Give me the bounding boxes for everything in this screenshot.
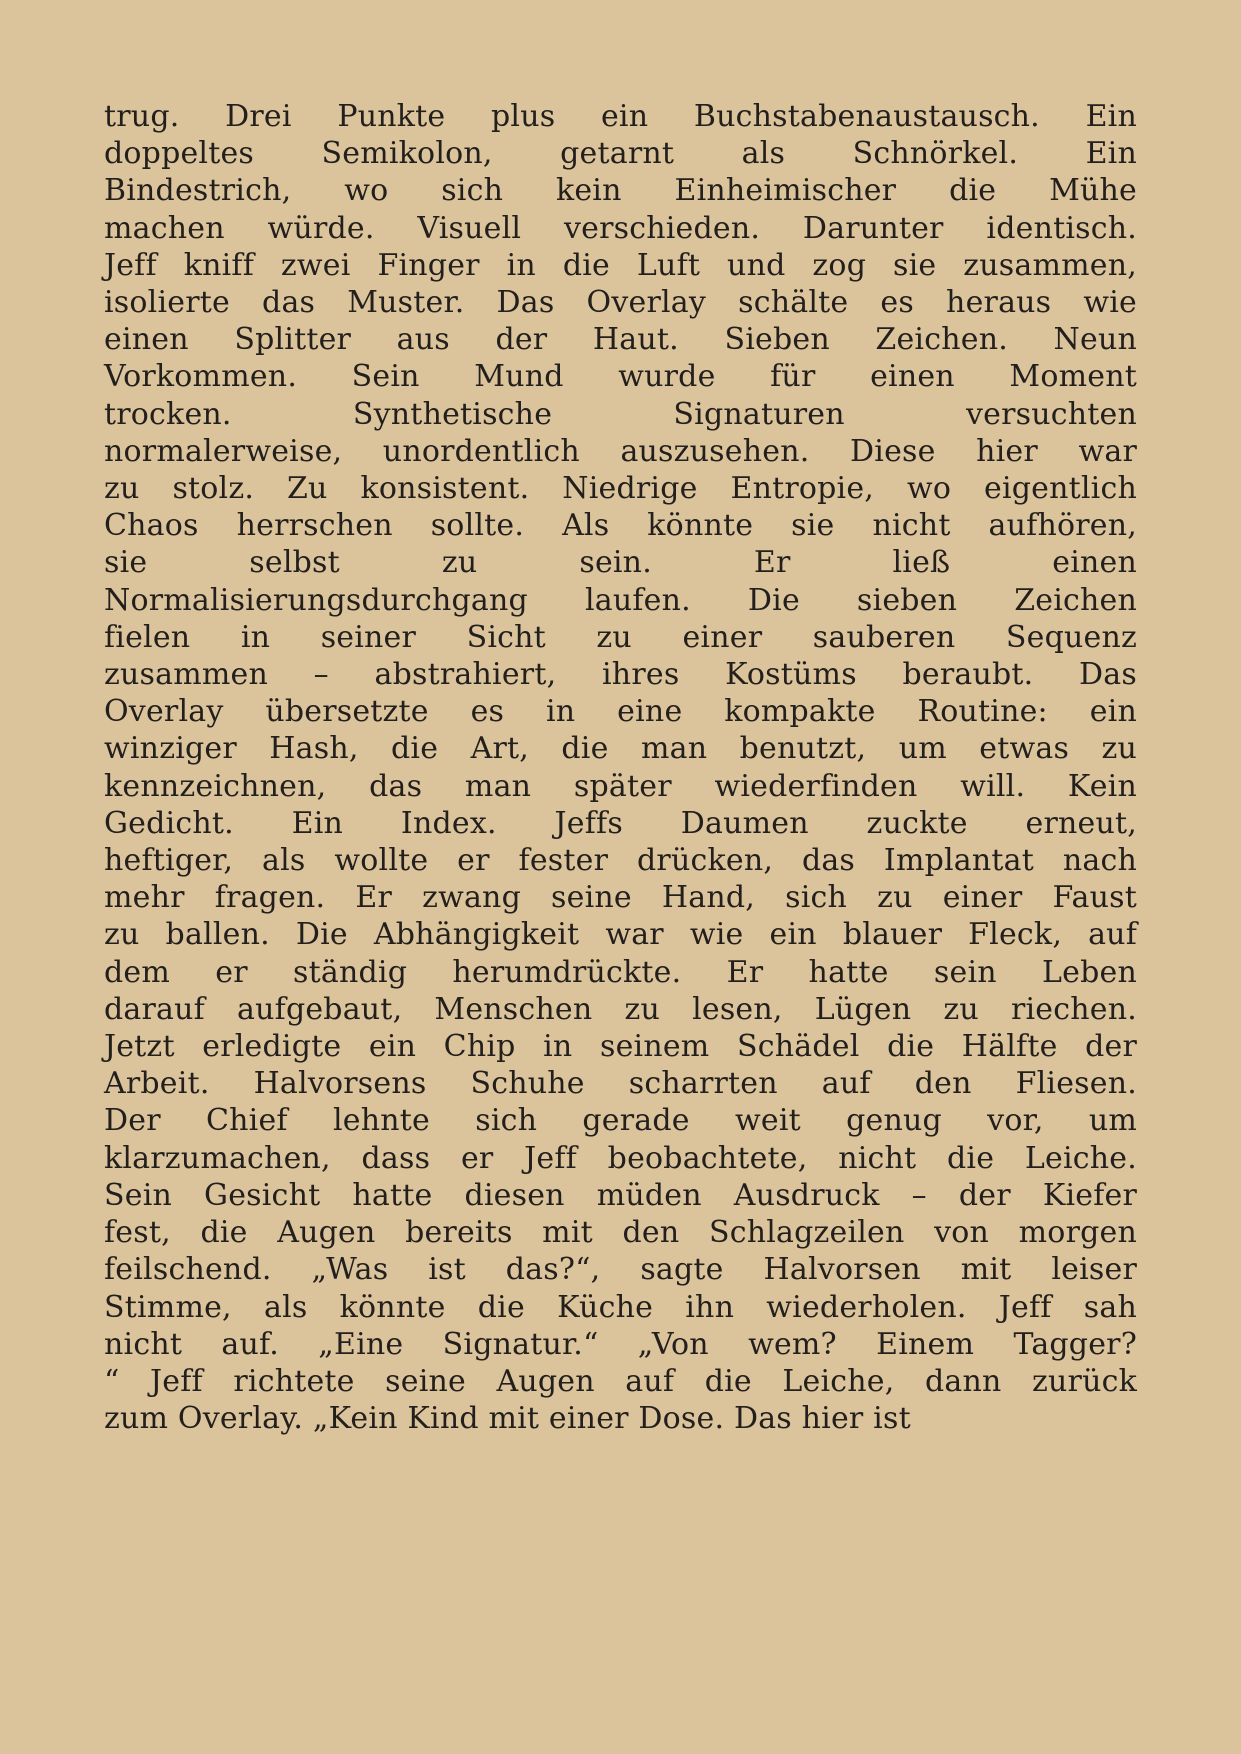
text-line: Bindestrich, wo sich kein Einheimischer die Mühe	[104, 173, 1137, 209]
text-line: isolierte das Muster. Das Overlay schälte es heraus wie	[104, 285, 1137, 321]
text-line: Jetzt erledigte ein Chip in seinem Schädel die Hälfte der	[104, 1029, 1137, 1065]
text-line: zum Overlay. „Kein Kind mit einer Dose. Das hier ist	[104, 1401, 911, 1437]
text-line: darauf aufgebaut, Menschen zu lesen, Lügen zu riechen.	[104, 991, 1137, 1027]
text-line: kennzeichnen, das man später wiederfinden will. Kein	[104, 768, 1137, 804]
text-line: Der Chief lehnte sich gerade weit genug vor, um	[104, 1103, 1137, 1139]
text-line: Jeff kniff zwei Finger in die Luft und zog sie zusammen,	[104, 247, 1137, 283]
text-line: zusammen – abstrahiert, ihres Kostüms beraubt. Das	[104, 657, 1137, 693]
text-line: trug. Drei Punkte plus ein Buchstabenaustausch. Ein	[104, 99, 1137, 134]
text-line: Stimme, als könnte die Küche ihn wiederholen. Jeff sah	[104, 1289, 1137, 1325]
text-line: normalerweise, unordentlich auszusehen. Diese hier war	[104, 433, 1137, 469]
text-line: Vorkommen. Sein Mund wurde für einen Moment	[104, 359, 1137, 395]
text-line: dem er ständig herumdrückte. Er hatte sein Leben	[104, 954, 1137, 990]
text-line: “ Jeff richtete seine Augen auf die Leiche, dann zurück	[104, 1363, 1137, 1399]
text-line: Normalisierungsdurchgang laufen. Die sieben Zeichen	[104, 582, 1137, 618]
text-line: zu stolz. Zu konsistent. Niedrige Entropie, wo eigentlich	[104, 471, 1137, 507]
text-line: fest, die Augen bereits mit den Schlagzeilen von morgen	[104, 1215, 1137, 1251]
text-line: machen würde. Visuell verschieden. Darunter identisch.	[104, 210, 1137, 246]
text-line: heftiger, als wollte er fester drücken, das Implantat nach	[104, 843, 1137, 879]
text-line: einen Splitter aus der Haut. Sieben Zeichen. Neun	[104, 322, 1137, 358]
text-line: Chaos herrschen sollte. Als könnte sie nicht aufhören,	[104, 508, 1137, 544]
text-line: fielen in seiner Sicht zu einer sauberen Sequenz	[104, 619, 1137, 655]
text-line: winziger Hash, die Art, die man benutzt, um etwas zu	[104, 731, 1137, 767]
text-line: Arbeit. Halvorsens Schuhe scharrten auf den Fliesen.	[104, 1066, 1137, 1102]
text-line: klarzumachen, dass er Jeff beobachtete, nicht die Leiche.	[104, 1140, 1137, 1176]
text-line: Sein Gesicht hatte diesen müden Ausdruck – der Kiefer	[104, 1177, 1137, 1213]
text-line: nicht auf. „Eine Signatur.“ „Von wem? Einem Tagger?	[104, 1326, 1137, 1362]
text-line: feilschend. „Was ist das?“, sagte Halvorsen mit leiser	[104, 1252, 1137, 1288]
text-line: doppeltes Semikolon, getarnt als Schnörkel. Ein	[104, 136, 1137, 172]
text-line: Overlay übersetzte es in eine kompakte Routine: ein	[104, 694, 1137, 730]
text-line: trocken. Synthetische Signaturen versuchten	[104, 396, 1137, 432]
text-line: mehr fragen. Er zwang seine Hand, sich zu einer Faust	[104, 880, 1137, 916]
text-line: zu ballen. Die Abhängigkeit war wie ein blauer Fleck, auf	[104, 917, 1137, 953]
text-line: Gedicht. Ein Index. Jeffs Daumen zuckte erneut,	[104, 805, 1137, 841]
page-text	[104, 98, 1137, 1437]
text-line: sie selbst zu sein. Er ließ einen	[104, 545, 1137, 581]
